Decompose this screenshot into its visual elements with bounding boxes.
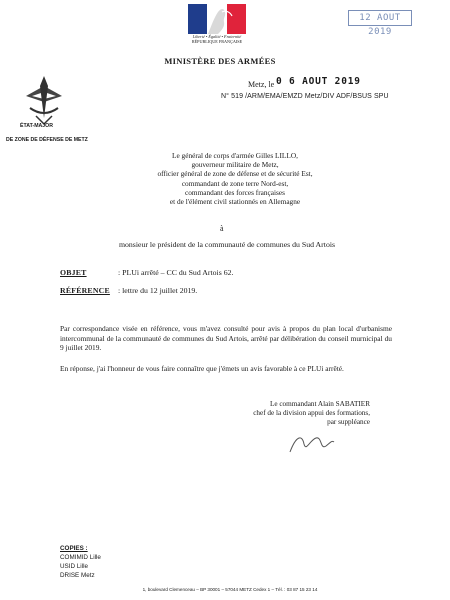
military-emblem-icon <box>22 72 66 126</box>
place-label: Metz, le <box>248 80 275 89</box>
sender-line: commandant des forces françaises <box>185 187 285 197</box>
copies-item: COMIMID Lille <box>60 554 101 561</box>
emblem-label-zone: DE ZONE DE DÉFENSE DE METZ <box>6 137 88 143</box>
copies-item: DRISE Metz <box>60 572 95 579</box>
objet-label: OBJET <box>60 268 87 277</box>
sender-line: gouverneur militaire de Metz, <box>191 160 279 170</box>
sender-line: et de l'élément civil stationnés en Allemagne <box>169 197 301 207</box>
copies-item: USID Lille <box>60 563 88 570</box>
recipient-prefix: à <box>220 224 224 233</box>
received-stamp: 12 AOUT 2019 <box>348 10 412 26</box>
sender-block <box>135 151 335 206</box>
emblem-label-staff: ÉTAT-MAJOR <box>20 123 53 129</box>
footer-address: 1, boulevard Clemenceau – BP 30001 – 57044 METZ Cedex 1 – Tél. : 03 87 15 23 14 <box>142 587 318 592</box>
handwritten-signature <box>286 430 336 460</box>
marianne-logo <box>188 4 246 34</box>
sender-line: commandant de zone terre Nord-est, <box>181 178 289 188</box>
logo-republic: RÉPUBLIQUE FRANÇAISE <box>191 39 243 44</box>
reference-label: RÉFÉRENCE <box>60 286 110 295</box>
ministry-title: MINISTÈRE DES ARMÉES <box>164 56 276 66</box>
signature-block <box>250 400 370 428</box>
logo-motto: Liberté • Égalité • Fraternité <box>192 34 242 39</box>
signature-delegation: par suppléance <box>327 418 370 427</box>
recipient-line: monsieur le président de la communauté de communes du Sud Artois <box>118 240 336 249</box>
objet-value: : PLUi arrêté – CC du Sud Artois 62. <box>118 268 234 277</box>
signature-name: Le commandant Alain SABATIER <box>269 400 370 408</box>
signature-title: chef de la division appui des formations, <box>253 409 370 418</box>
sender-line: Le général de corps d'armée Gilles LILLO, <box>172 151 298 160</box>
copies-label: COPIES : <box>60 545 88 552</box>
reference-value: : lettre du 12 juillet 2019. <box>118 286 198 295</box>
letter-date: 0 6 AOUT 2019 <box>276 76 361 87</box>
reference-number: N° 519 /ARM/EMA/EMZD Metz/DIV ADF/BSUS SPU <box>221 93 389 100</box>
body-paragraph-1: Par correspondance visée en référence, vous m'avez consulté pour avis à propos du plan local d'urbanisme intercommunal de la communauté de communes du Sud Artois, arrêté par délibération du conseil murnicipal du 9 juillet 2019. <box>60 324 392 353</box>
body-paragraph-2: En réponse, j'ai l'honneur de vous faire connaître que j'émets un avis favorable à ce PLUi arrêté. <box>60 364 344 373</box>
sender-line: officier général de zone de défense et de sécurité Est, <box>157 169 313 179</box>
